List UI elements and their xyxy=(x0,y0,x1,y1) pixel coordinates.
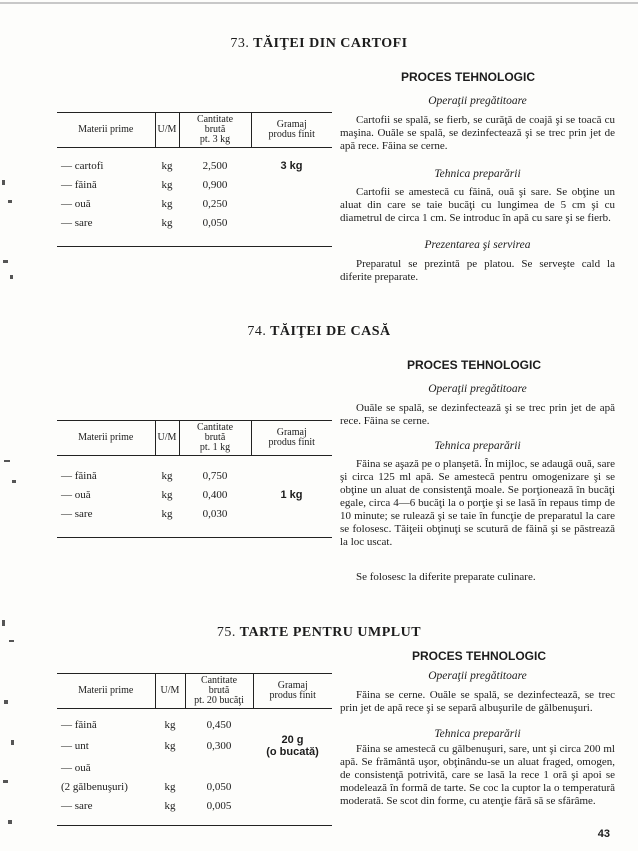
recipe-name: TĂIŢEI DE CASĂ xyxy=(270,324,391,339)
table-row xyxy=(57,485,332,504)
ingredient-um: kg xyxy=(164,780,176,793)
ingredient-um: kg xyxy=(161,197,173,210)
ingredient-um: kg xyxy=(161,216,173,229)
header-cantitate: Cantitate brută pt. 20 bucăţi xyxy=(185,674,253,709)
table-row xyxy=(57,758,332,777)
section-text: Se folosesc la diferite preparate culinare. xyxy=(356,571,536,583)
ingredient-qty: 2,500 xyxy=(202,159,228,172)
table-row xyxy=(57,175,332,194)
recipe-number: 73. xyxy=(230,36,250,51)
section-heading: Prezentarea şi servirea xyxy=(424,239,531,251)
recipe-name: TĂIŢEI DIN CARTOFI xyxy=(253,36,408,51)
table-row xyxy=(57,796,332,815)
ingredient-um xyxy=(155,758,185,777)
header-cantitate: Cantitate brută pt. 1 kg xyxy=(179,421,251,456)
header-gramaj: Gramaj produs finit xyxy=(251,421,332,456)
ingredient-um: kg xyxy=(161,178,173,191)
ingredient-um: kg xyxy=(161,507,173,520)
section-heading: Operaţii pregătitoare xyxy=(428,383,527,395)
top-scan-line xyxy=(0,2,638,4)
ingredient-qty: 0,450 xyxy=(206,718,232,731)
section-heading: Tehnica preparării xyxy=(434,728,521,740)
section-text: Făina se amestecă cu gălbenuşuri, sare, unt şi circa 200 ml apă. Se frământă uşor, obţinându-se un aluat fraged, omogen, de consistenţă potrivită, care se lasă la rece 1 oră şi apoi se modelează în formă de tarte. Se coc la cuptor la o temperatură moderată. Se scot din forme, cu atenţie fără să se sfărâme. xyxy=(340,743,615,807)
ingredient-name: — ouă xyxy=(61,488,91,501)
section-heading: Tehnica preparării xyxy=(434,440,521,452)
proces-heading-73: PROCES TEHNOLOGIC xyxy=(401,70,536,84)
ingredient-qty: 0,005 xyxy=(206,799,232,812)
table-row xyxy=(57,777,332,796)
page-number: 43 xyxy=(597,828,610,840)
ingredient-um: kg xyxy=(161,159,173,172)
ingredient-qty: 0,750 xyxy=(202,469,228,482)
margin-scan-marks xyxy=(0,140,22,840)
table-row xyxy=(57,156,332,175)
section-heading: Operaţii pregătitoare xyxy=(428,670,527,682)
header-gramaj: Gramaj produs finit xyxy=(253,674,332,709)
section-text: Cartofii se spală, se fierb, se curăţă de coajă şi se toacă cu maşina. Ouăle se spală, se dezinfectează şi se trec prin jet de apă rece. Făina se cerne. xyxy=(340,114,615,152)
recipe-name: TARTE PENTRU UMPLUT xyxy=(239,625,422,640)
table-row xyxy=(57,194,332,213)
ingredient-um: kg xyxy=(161,488,173,501)
ingredient-name: — unt xyxy=(61,740,89,752)
ingredient-name: — sare xyxy=(61,216,93,229)
recipe-title-73 xyxy=(0,36,638,52)
section-text: Făina se cerne. Ouăle se spală, se dezinfectează, se trec prin jet de apă rece şi se separă albuşurile de gălbenuşuri. xyxy=(340,689,615,714)
recipe-title-74 xyxy=(0,324,638,340)
recipe-number: 75. xyxy=(216,625,236,640)
section-text: Preparatul se prezintă pe platou. Se serveşte cald la diferite preparate. xyxy=(340,258,615,283)
ingredient-um: kg xyxy=(164,718,176,731)
ingredient-qty: 0,050 xyxy=(206,780,232,793)
ingredient-name: — sare xyxy=(61,799,93,812)
ingredients-table-75 xyxy=(57,673,332,826)
ingredient-qty: 0,050 xyxy=(202,216,228,229)
ingredient-name: — ouă xyxy=(61,761,91,774)
ingredient-name: — cartofi xyxy=(61,159,104,172)
yield-value: 1 kg xyxy=(280,488,303,501)
table-row xyxy=(57,715,332,734)
yield-note: (o bucată) xyxy=(266,746,319,758)
ingredient-name: — făină xyxy=(61,469,97,482)
header-materii: Materii prime xyxy=(57,113,155,148)
section-text: Făina se aşază pe o planşetă. În mijloc, se adaugă ouă, sare şi circa 125 ml apă. Se amestecă pentru omogenizare şi se obţine un aluat de consistenţă moale. Se porţionează în bucăţi egale, circa 4—6 bucăţi la o porţie şi se lasă în repaus timp de 10 minute; se rulează şi se taie în funcţie de preparatul la care se folosesc. Tăiţeii obţinuţi se scutură de făină şi se păstrează la loc uscat. xyxy=(340,458,616,548)
ingredient-qty xyxy=(185,758,253,777)
header-gramaj: Gramaj produs finit xyxy=(251,113,332,148)
ingredient-name: — făină xyxy=(61,178,97,191)
ingredient-name: — sare xyxy=(61,507,93,520)
ingredient-um: kg xyxy=(164,740,176,752)
table-row xyxy=(57,504,332,523)
ingredient-qty: 0,030 xyxy=(202,507,228,520)
section-text: Ouăle se spală, se dezinfectează şi se trec prin jet de apă rece. Făina se cerne. xyxy=(340,402,615,427)
ingredient-qty: 0,300 xyxy=(206,740,232,752)
table-row xyxy=(57,466,332,485)
ingredient-qty: 0,400 xyxy=(202,488,228,501)
header-um: U/M xyxy=(155,113,179,148)
table-row xyxy=(57,734,332,758)
ingredient-name: — ouă xyxy=(61,197,91,210)
section-heading: Tehnica preparării xyxy=(434,168,521,180)
ingredient-qty: 0,250 xyxy=(202,197,228,210)
ingredient-um: kg xyxy=(164,799,176,812)
ingredient-name: (2 gălbenuşuri) xyxy=(61,780,128,793)
section-text: Cartofii se amestecă cu făină, ouă şi sare. Se obţine un aluat din care se taie bucăţi cu lungimea de 5 cm şi cu diametrul de circa 1 cm. Se introduc în apă cu sare şi se fierb. xyxy=(340,186,615,224)
ingredient-qty: 0,900 xyxy=(202,178,228,191)
ingredient-um: kg xyxy=(161,469,173,482)
header-um: U/M xyxy=(155,674,185,709)
ingredients-table-73 xyxy=(57,112,332,247)
recipe-number: 74. xyxy=(247,324,267,339)
yield-value: 3 kg xyxy=(280,159,303,172)
recipe-title-75 xyxy=(0,625,638,641)
proces-heading-75: PROCES TEHNOLOGIC xyxy=(412,649,547,663)
ingredient-name: — făină xyxy=(61,718,97,731)
ingredients-table-74 xyxy=(57,420,332,538)
header-um: U/M xyxy=(155,421,179,456)
table-row xyxy=(57,213,332,232)
proces-heading-74: PROCES TEHNOLOGIC xyxy=(407,358,542,372)
header-cantitate: Cantitate brută pt. 3 kg xyxy=(179,113,251,148)
section-heading: Operaţii pregătitoare xyxy=(428,95,527,107)
yield-value: 20 g (o bucată) xyxy=(266,734,319,758)
header-materii: Materii prime xyxy=(57,674,155,709)
header-materii: Materii prime xyxy=(57,421,155,456)
